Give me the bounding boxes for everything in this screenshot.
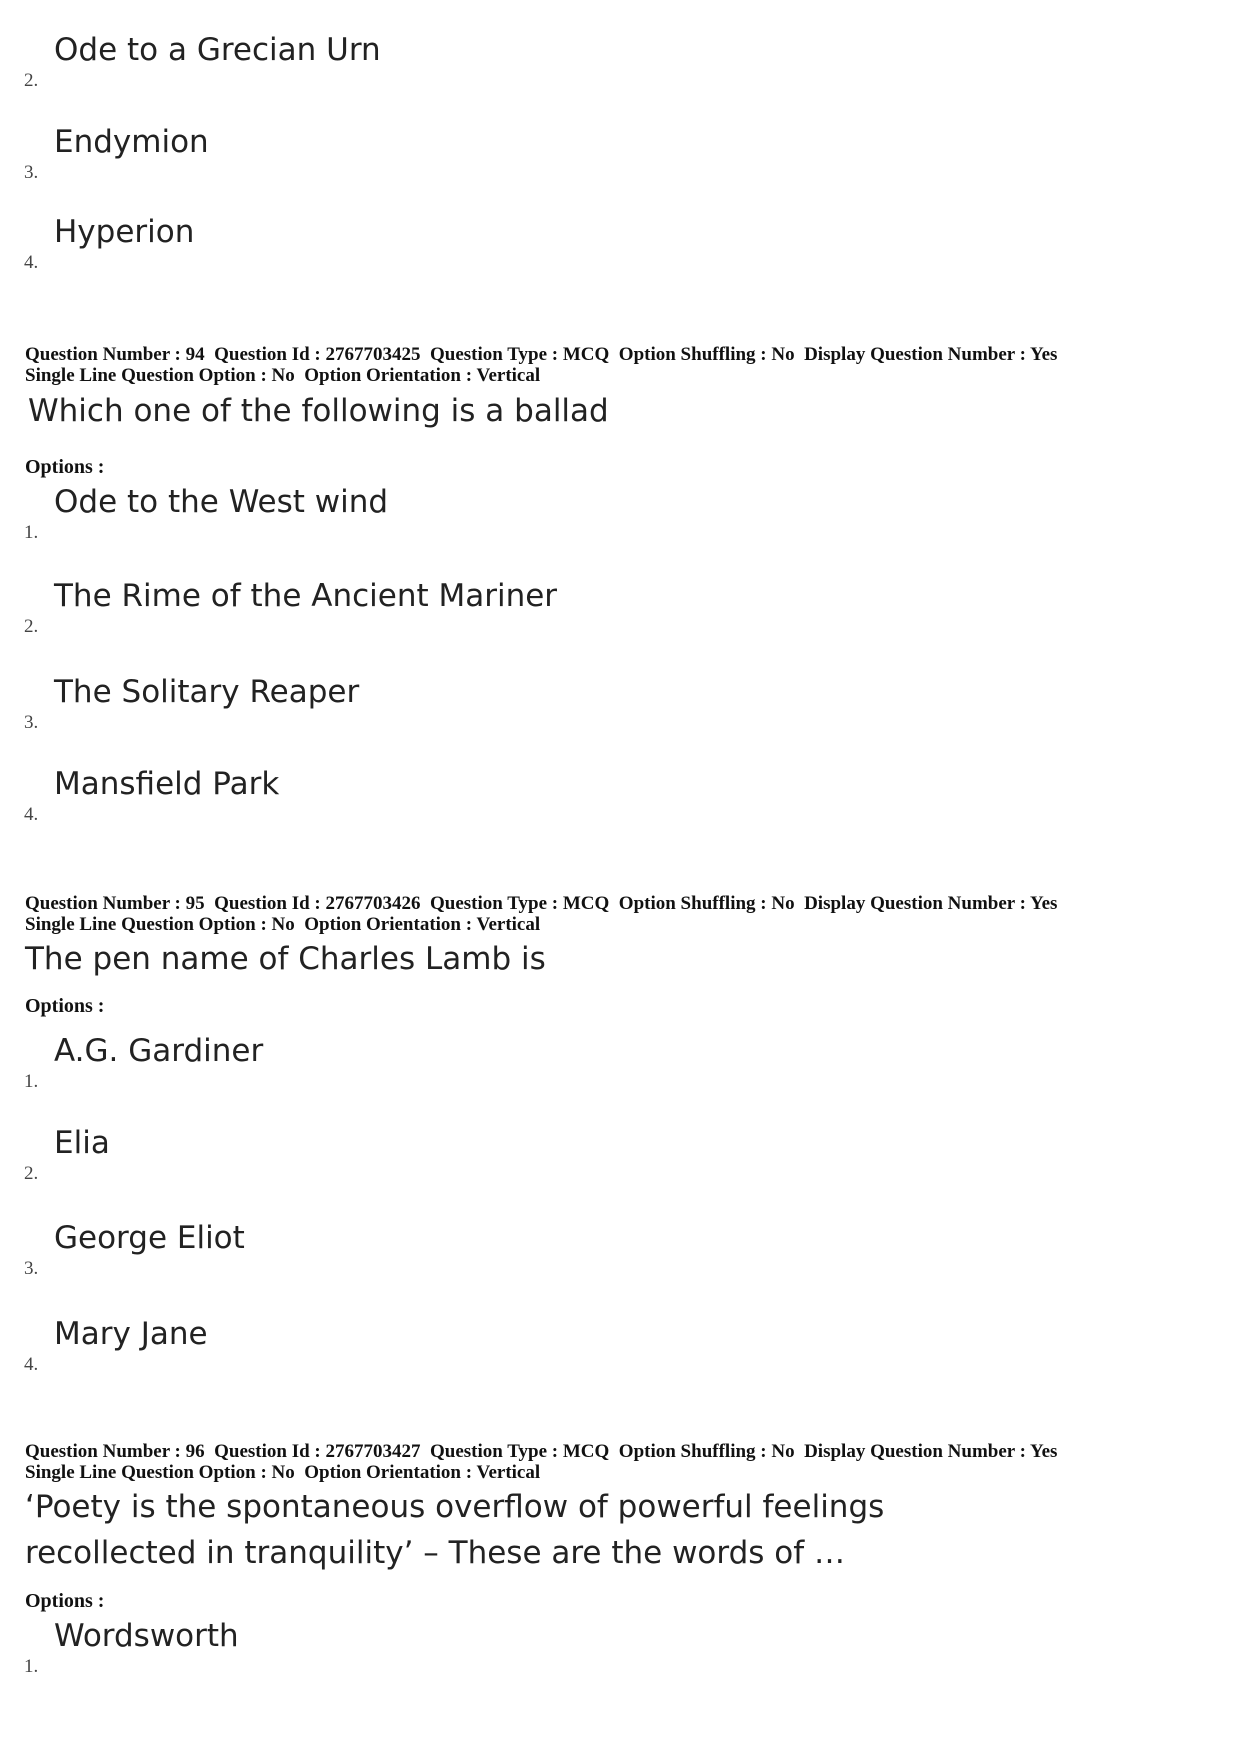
options-label: Options : [25, 1590, 105, 1612]
option-number: 4. [24, 804, 39, 825]
option-item[interactable] [0, 484, 1000, 544]
option-text: Mary Jane [54, 1316, 208, 1352]
option-text: A.G. Gardiner [54, 1033, 264, 1069]
options-label: Options : [25, 456, 105, 478]
question-meta-line2: Single Line Question Option : No Option Orientation : Vertical [25, 365, 541, 386]
option-text: The Solitary Reaper [54, 674, 360, 710]
option-item[interactable] [0, 674, 1000, 734]
option-number: 4. [24, 1354, 39, 1375]
option-text: Wordsworth [54, 1618, 239, 1654]
option-number: 4. [24, 252, 39, 273]
question-meta [25, 344, 1225, 386]
option-item[interactable] [0, 1125, 1000, 1185]
question-meta-line2: Single Line Question Option : No Option Orientation : Vertical [25, 1462, 541, 1483]
option-text: Hyperion [54, 214, 195, 250]
option-number: 2. [24, 70, 39, 91]
option-item[interactable] [0, 766, 1000, 826]
option-text: The Rime of the Ancient Mariner [54, 578, 558, 614]
question-meta-line1: Question Number : 96 Question Id : 2767703427 Question Type : MCQ Option Shuffling : No Display Question Number : Yes [25, 1441, 1058, 1462]
option-number: 1. [24, 1656, 39, 1677]
option-text: Ode to a Grecian Urn [54, 32, 381, 68]
option-item[interactable] [0, 1618, 1000, 1678]
question-meta [25, 1441, 1225, 1483]
question-text: Which one of the following is a ballad [28, 393, 609, 429]
question-meta-line1: Question Number : 94 Question Id : 2767703425 Question Type : MCQ Option Shuffling : No Display Question Number : Yes [25, 344, 1058, 365]
option-number: 1. [24, 1071, 39, 1092]
option-item[interactable] [0, 1220, 1000, 1280]
question-text [25, 1484, 884, 1576]
question-meta-line1: Question Number : 95 Question Id : 2767703426 Question Type : MCQ Option Shuffling : No Display Question Number : Yes [25, 893, 1058, 914]
options-label: Options : [25, 995, 105, 1017]
option-number: 2. [24, 616, 39, 637]
option-item[interactable] [0, 124, 1000, 184]
option-item[interactable] [0, 1316, 1000, 1376]
option-text: Mansfield Park [54, 766, 280, 802]
question-meta [25, 893, 1225, 935]
question-text-line1: ‘Poety is the spontaneous overflow of powerful feelings [25, 1489, 885, 1525]
option-number: 2. [24, 1163, 39, 1184]
option-number: 3. [24, 1258, 39, 1279]
question-meta-line2: Single Line Question Option : No Option Orientation : Vertical [25, 914, 541, 935]
option-text: Endymion [54, 124, 209, 160]
option-number: 1. [24, 522, 39, 543]
option-item[interactable] [0, 32, 1000, 92]
option-item[interactable] [0, 214, 1000, 274]
option-text: Elia [54, 1125, 110, 1161]
option-item[interactable] [0, 1033, 1000, 1093]
option-text: Ode to the West wind [54, 484, 389, 520]
option-text: George Eliot [54, 1220, 245, 1256]
option-number: 3. [24, 162, 39, 183]
option-number: 3. [24, 712, 39, 733]
question-text: The pen name of Charles Lamb is [25, 941, 546, 977]
option-item[interactable] [0, 578, 1000, 638]
question-text-line2: recollected in tranquility’ – These are the words of … [25, 1535, 846, 1571]
